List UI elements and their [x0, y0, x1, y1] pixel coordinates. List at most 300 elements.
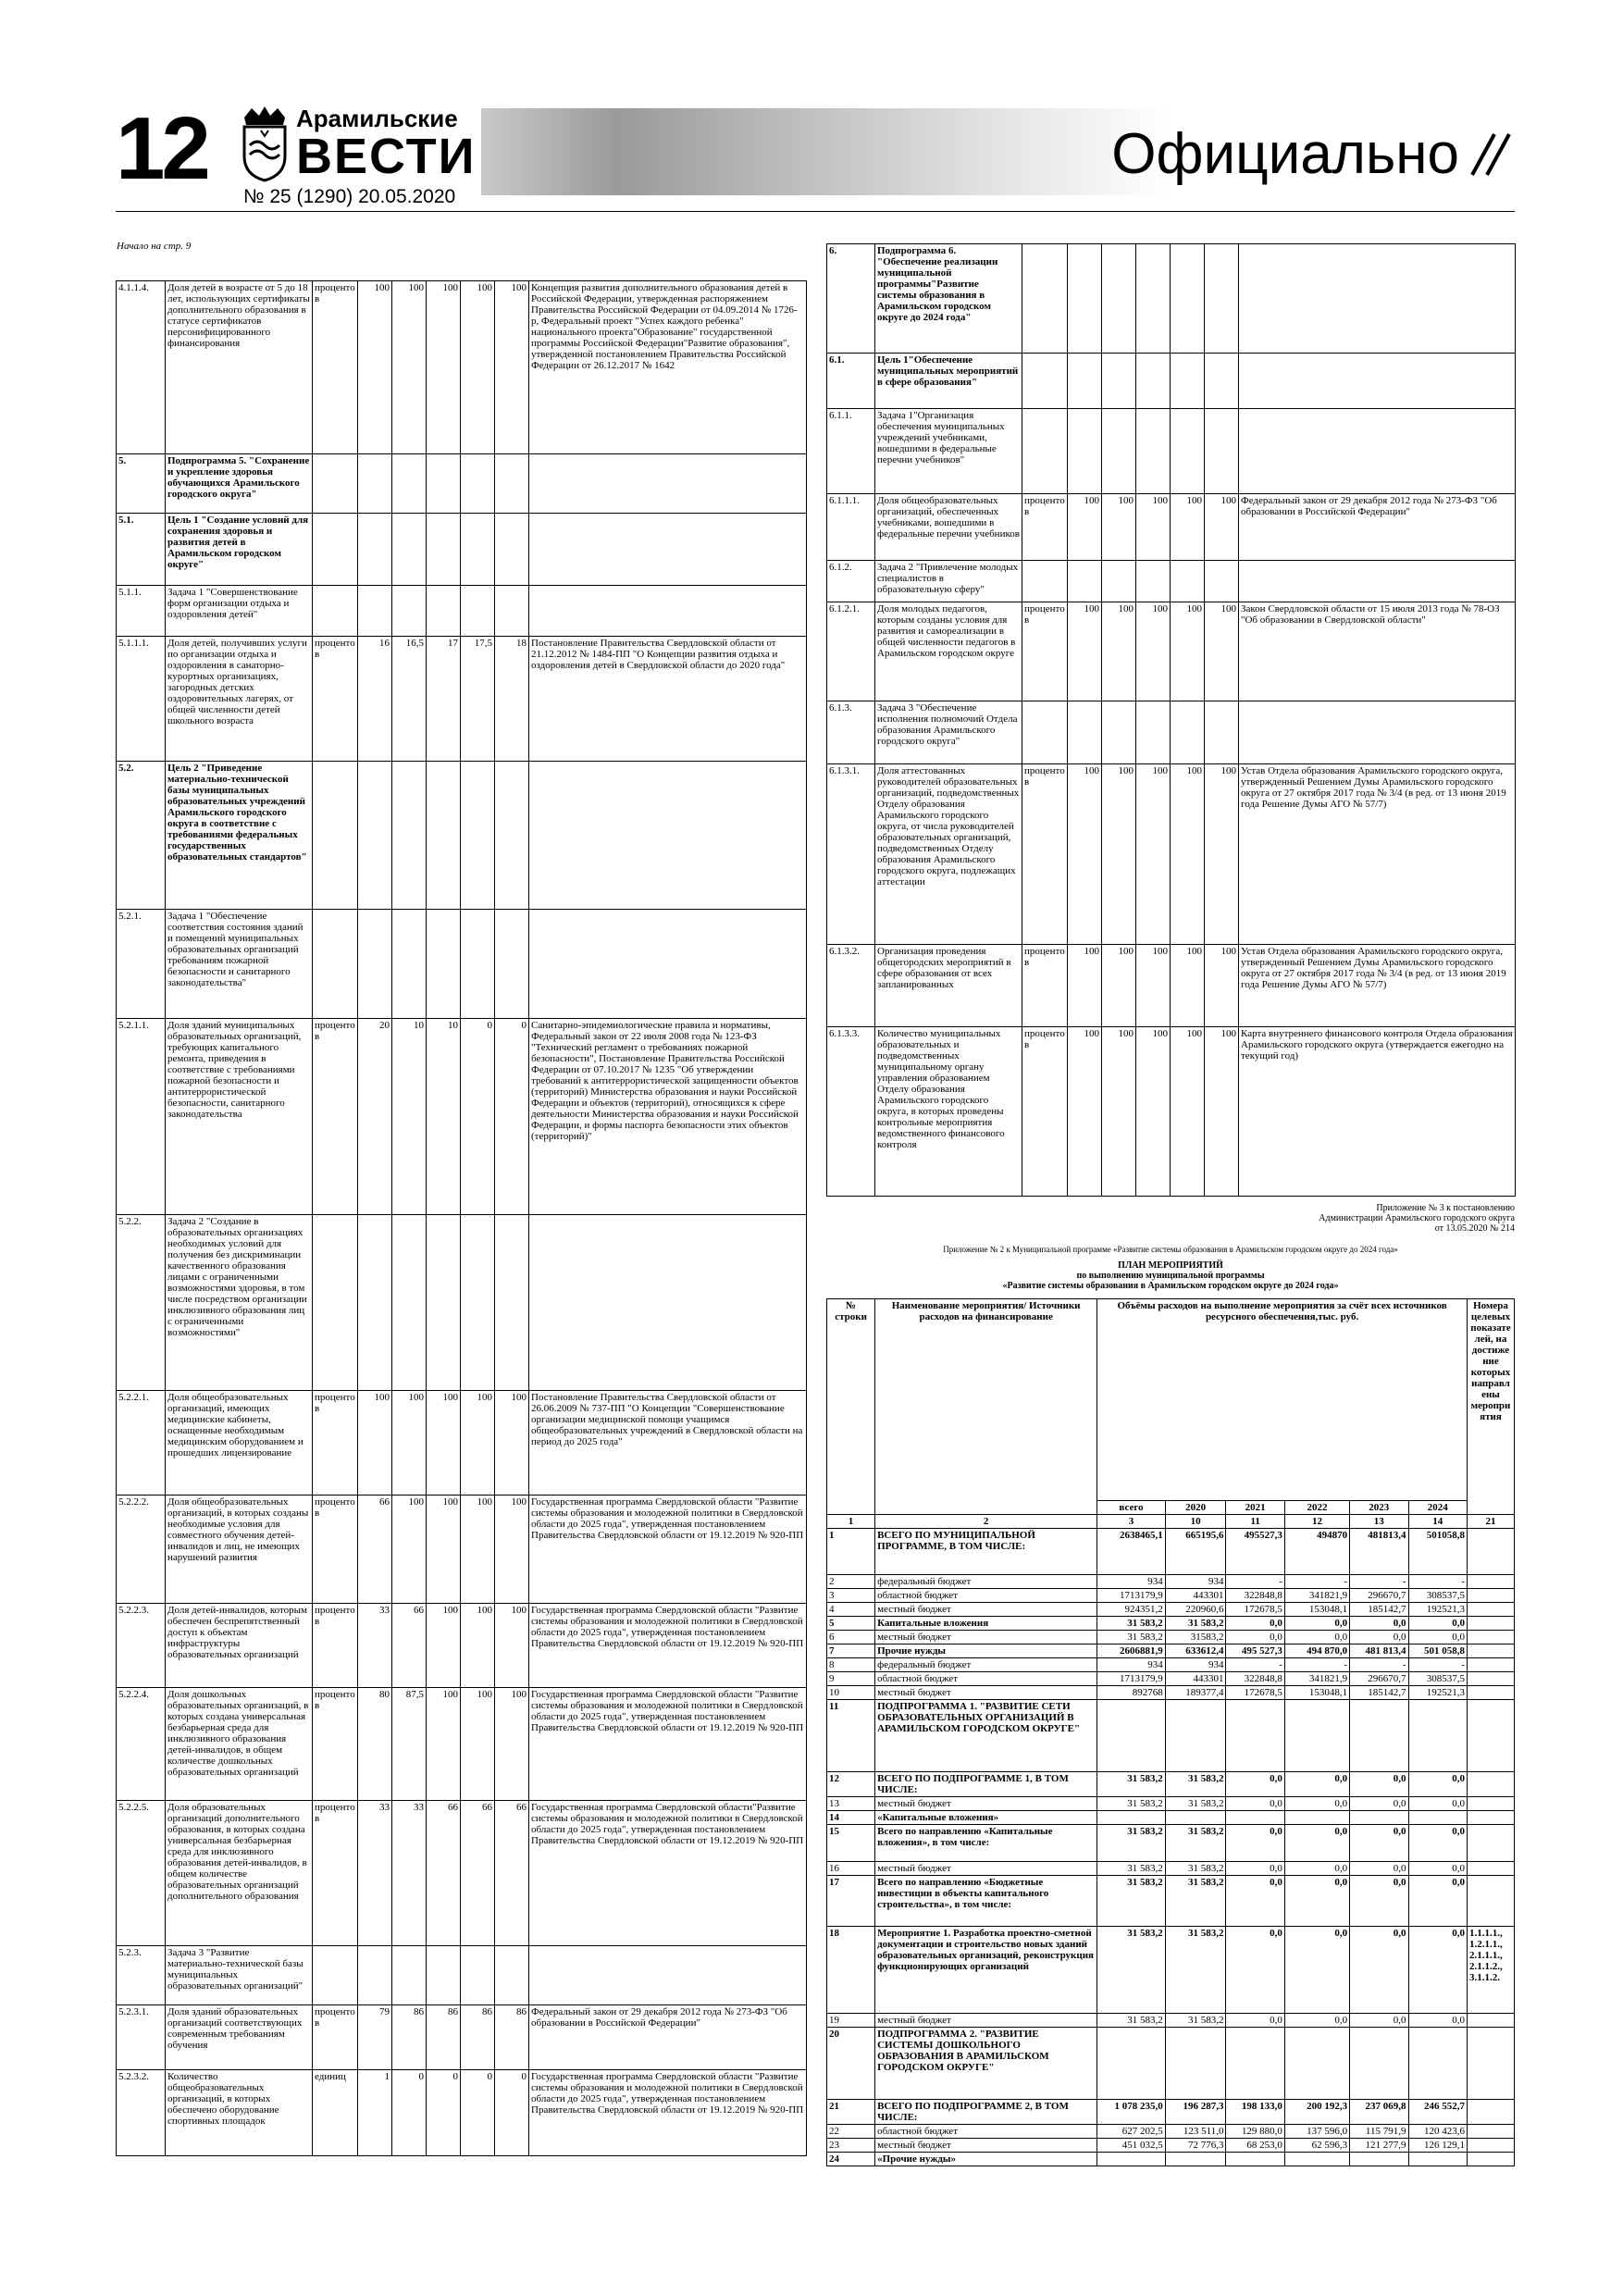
indicator-value: 100	[392, 1496, 427, 1604]
plan-row-value: 2638465,1	[1097, 1529, 1166, 1575]
plan-row-name: Мероприятие 1. Разработка проектно-сметной документации и строительство новых зданий образовательных организаций, реконструкция функционирующих организаций	[875, 1927, 1097, 2014]
indicator-value: 100	[1068, 602, 1102, 701]
plan-row-indicators	[1467, 2153, 1514, 2166]
double-slash-icon	[1468, 130, 1515, 177]
indicator-value	[392, 514, 427, 586]
indicator-value	[427, 762, 461, 910]
indicator-name: Задача 1 "Обеспечение соответствия состояния зданий и помещений муниципальных образовательных организаций требованиям пожарной безопасности и санитарного законодательства"	[166, 910, 313, 1019]
indicator-source	[1239, 701, 1516, 764]
indicator-value	[461, 514, 495, 586]
indicator-source	[1239, 409, 1516, 494]
indicator-value: 66	[461, 1801, 495, 1946]
plan-row-value	[1408, 2028, 1467, 2100]
indicator-unit	[1022, 244, 1068, 354]
plan-row	[827, 1825, 1515, 1862]
table-row	[827, 561, 1516, 602]
indicator-source: Концепция развития дополнительного образования детей в Российской Федерации, утвержденная распоряжением Правительства Российской Федерации от 04.09.2014 № 1726-р, Федеральный проект "Успех каждого ребенка" национального проекта"Образование" государственной программы Российской Федерации"Развитие образования", утвержденной постановлением Правительства Российской Федерации от 26.12.2017 № 1642	[529, 281, 807, 454]
plan-row	[827, 1644, 1515, 1658]
plan-row-value: 0,0	[1284, 1631, 1349, 1644]
plan-row	[827, 1658, 1515, 1672]
indicator-unit: процентов	[313, 1019, 358, 1215]
plan-row-value: 934	[1165, 1658, 1226, 1672]
appendix-line: Приложение № 3 к постановлению	[1376, 1203, 1515, 1213]
plan-row-value: 0,0	[1350, 1927, 1408, 2014]
masthead	[116, 97, 1515, 208]
plan-row-indicators	[1467, 2100, 1514, 2125]
plan-column-number: 10	[1165, 1515, 1226, 1529]
plan-row-value: 0,0	[1284, 1927, 1349, 2014]
table-row	[117, 1801, 807, 1946]
plan-row-value: -	[1284, 1575, 1349, 1589]
table-row	[827, 354, 1516, 409]
plan-row-value: 137 596,0	[1284, 2125, 1349, 2139]
indicator-source	[529, 454, 807, 514]
plan-row	[827, 1772, 1515, 1797]
plan-row	[827, 2125, 1515, 2139]
plan-row-value: 0,0	[1408, 1631, 1467, 1644]
indicator-name: Количество муниципальных образовательных и подведомственных муниципальному органу управления образованием Отделу образования Арамильского городского округа, в которых проведены контрольные мероприятия ведомственного финансового контроля	[875, 1027, 1022, 1197]
indicator-number: 5.2.2.1.	[117, 1391, 166, 1496]
plan-row-number: 3	[827, 1589, 875, 1603]
indicator-name: Задача 1"Организация обеспечения муниципальных учреждений учебниками, вошедшими в федеральные перечни учебников"	[875, 409, 1022, 494]
plan-row	[827, 1876, 1515, 1927]
plan-column-number: 3	[1097, 1515, 1166, 1529]
section-title: Официально	[1111, 122, 1459, 186]
plan-row-value: 0,0	[1350, 2014, 1408, 2028]
plan-row-indicators	[1467, 1575, 1514, 1589]
plan-row-value: -	[1408, 1575, 1467, 1589]
program-note: Приложение № 2 к Муниципальной программе «Развитие системы образования в Арамильском городском округе до 2024 года»	[943, 1245, 1398, 1254]
indicator-value: 100	[1205, 494, 1239, 561]
indicator-unit	[313, 1215, 358, 1391]
plan-row-value: 0,0	[1408, 1825, 1467, 1862]
plan-row-number: 9	[827, 1672, 875, 1686]
plan-row-number: 2	[827, 1575, 875, 1589]
plan-table	[826, 1298, 1515, 2166]
issue-info: № 25 (1290) 20.05.2020	[243, 186, 456, 207]
indicator-source	[529, 586, 807, 637]
plan-row-indicators	[1467, 1658, 1514, 1672]
table-row	[117, 1688, 807, 1801]
plan-row-value: 121 277,9	[1350, 2139, 1408, 2153]
indicator-name: Задача 2 "Создание в образовательных организациях необходимых условий для получения без дискриминации качественного образования лицами с ограниченными возможностями здоровья, в том числе посредством организации инклюзивного образования лиц с ограниченными возможностями"	[166, 1215, 313, 1391]
indicator-unit: процентов	[1022, 764, 1068, 945]
indicator-value	[495, 586, 529, 637]
indicator-value	[1068, 244, 1102, 354]
indicator-value: 100	[1136, 764, 1171, 945]
plan-row-value: -	[1350, 1575, 1408, 1589]
plan-row-value: 443301	[1165, 1589, 1226, 1603]
plan-row-indicators	[1467, 1700, 1514, 1772]
plan-row-name: федеральный бюджет	[875, 1658, 1097, 1672]
indicator-value	[1136, 409, 1171, 494]
table-row	[827, 409, 1516, 494]
plan-row-value: 189377,4	[1165, 1686, 1226, 1700]
page-number: 12	[116, 99, 207, 198]
plan-row-name: местный бюджет	[875, 1797, 1097, 1811]
indicator-value: 100	[1068, 494, 1102, 561]
plan-row-value: 0,0	[1284, 1862, 1349, 1876]
table-row	[117, 910, 807, 1019]
plan-row-value: 494870	[1284, 1529, 1349, 1575]
indicator-value: 100	[461, 1391, 495, 1496]
plan-title: ПЛАН МЕРОПРИЯТИЙ	[1118, 1260, 1223, 1271]
plan-row-value: -	[1226, 1658, 1284, 1672]
indicator-number: 5.2.3.1.	[117, 2005, 166, 2070]
plan-row-value: 0,0	[1408, 1797, 1467, 1811]
plan-row-number: 18	[827, 1927, 875, 2014]
indicator-value	[495, 762, 529, 910]
indicator-value: 100	[427, 1391, 461, 1496]
plan-column-number: 1	[827, 1515, 875, 1529]
plan-row-number: 15	[827, 1825, 875, 1862]
indicator-value: 100	[495, 1604, 529, 1688]
plan-row-value: 1 078 235,0	[1097, 2100, 1166, 2125]
indicator-source	[529, 1946, 807, 2005]
plan-row-value: 0,0	[1284, 1876, 1349, 1927]
table-row	[117, 586, 807, 637]
plan-row	[827, 2014, 1515, 2028]
indicator-source	[529, 1215, 807, 1391]
indicator-name: Доля детей в возрасте от 5 до 18 лет, использующих сертификаты дополнительного образования в статусе сертификатов персонифицированного финансирования	[166, 281, 313, 454]
plan-row-value: 0,0	[1350, 1862, 1408, 1876]
plan-row	[827, 1603, 1515, 1617]
plan-row-value: 0,0	[1226, 2014, 1284, 2028]
indicator-value: 100	[1068, 945, 1102, 1027]
indicator-value	[358, 910, 392, 1019]
indicator-number: 6.1.1.1.	[827, 494, 875, 561]
indicator-unit	[313, 586, 358, 637]
indicator-value	[392, 454, 427, 514]
plan-row-value: 892768	[1097, 1686, 1166, 1700]
indicator-value: 100	[495, 1391, 529, 1496]
indicator-value	[1102, 561, 1136, 602]
plan-row-value: 481813,4	[1350, 1529, 1408, 1575]
plan-row	[827, 1927, 1515, 2014]
plan-row-indicators	[1467, 1603, 1514, 1617]
indicator-value: 100	[1205, 764, 1239, 945]
indicator-name: Подпрограмма 5. "Сохранение и укрепление здоровья обучающихся Арамильского городского округа"	[166, 454, 313, 514]
indicator-value	[1205, 561, 1239, 602]
plan-row-number: 20	[827, 2028, 875, 2100]
indicator-value	[1205, 244, 1239, 354]
table-row	[117, 1604, 807, 1688]
plan-row-name: «Прочие нужды»	[875, 2153, 1097, 2166]
indicator-value: 10	[392, 1019, 427, 1215]
plan-subtitle: по выполнению муниципальной программы	[1076, 1271, 1265, 1281]
indicator-value	[1068, 701, 1102, 764]
plan-row-name: Капитальные вложения	[875, 1617, 1097, 1631]
plan-row-value: 1713179,9	[1097, 1589, 1166, 1603]
plan-row-value: 0,0	[1408, 2014, 1467, 2028]
plan-row-value: -	[1408, 1658, 1467, 1672]
plan-row-name: местный бюджет	[875, 2014, 1097, 2028]
indicator-name: Доля зданий образовательных организаций соответствующих современным требованиям обучения	[166, 2005, 313, 2070]
plan-row-indicators	[1467, 1686, 1514, 1700]
plan-row-indicators	[1467, 2139, 1514, 2153]
plan-row-name: местный бюджет	[875, 1603, 1097, 1617]
indicator-number: 5.1.1.	[117, 586, 166, 637]
plan-row-name: местный бюджет	[875, 1686, 1097, 1700]
indicator-value: 86	[392, 2005, 427, 2070]
indicator-name: Доля общеобразовательных организаций, в которых созданы необходимые условия для совместного обучения детей-инвалидов и лиц, не имеющих нарушений развития	[166, 1496, 313, 1604]
indicator-source: Постановление Правительства Свердловской области от 26.06.2009 № 737-ПП "О Концепции "Совершенствование организации медицинской помощи учащимся общеобразовательных учреждений в Свердловской области на период до 2025 года"	[529, 1391, 807, 1496]
indicator-unit	[313, 454, 358, 514]
indicator-value	[1102, 354, 1136, 409]
indicator-unit	[313, 910, 358, 1019]
table-row	[117, 454, 807, 514]
table-row	[117, 2070, 807, 2156]
indicator-value: 100	[427, 1604, 461, 1688]
indicator-source: Государственная программа Свердловской области"Развитие системы образования и молодежной политики в Свердловской области до 2025 года", утвержденная постановлением Правительства Свердловской области от 19.12.2019 № 920-ПП	[529, 1801, 807, 1946]
plan-row-value	[1226, 1700, 1284, 1772]
plan-header-indicators: Номера целевых показателей, на достижение которых направлены мероприятия	[1467, 1299, 1514, 1515]
indicator-value	[461, 1946, 495, 2005]
plan-row-value: 153048,1	[1284, 1686, 1349, 1700]
plan-row-value: 934	[1165, 1575, 1226, 1589]
plan-row-value: 0,0	[1408, 1927, 1467, 2014]
indicator-value	[358, 454, 392, 514]
indicator-unit	[1022, 409, 1068, 494]
indicator-value: 100	[1102, 602, 1136, 701]
plan-row	[827, 2139, 1515, 2153]
plan-row-value: 246 552,7	[1408, 2100, 1467, 2125]
indicator-unit	[1022, 354, 1068, 409]
plan-row-value: 185142,7	[1350, 1603, 1408, 1617]
plan-row-value: 31 583,2	[1097, 1862, 1166, 1876]
plan-row-number: 10	[827, 1686, 875, 1700]
indicator-value	[427, 586, 461, 637]
plan-row-value: 0,0	[1284, 2014, 1349, 2028]
indicator-source: Устав Отдела образования Арамильского городского округа, утвержденный Решением Думы Арамильского городского округа от 27 октября 2017 года № 3/4 (в ред. от 13 июня 2019 года Решение Думы АГО № 57/7)	[1239, 764, 1516, 945]
indicator-source	[529, 910, 807, 1019]
plan-row-value: 308537,5	[1408, 1672, 1467, 1686]
table-row	[117, 2005, 807, 2070]
plan-row-value: 31 583,2	[1097, 1797, 1166, 1811]
plan-year-header: 2021	[1226, 1501, 1284, 1515]
plan-row-value: 495527,3	[1226, 1529, 1284, 1575]
plan-row-number: 14	[827, 1811, 875, 1825]
indicator-value: 100	[1205, 945, 1239, 1027]
indicator-number: 4.1.1.4.	[117, 281, 166, 454]
plan-row-value: 451 032,5	[1097, 2139, 1166, 2153]
indicator-value	[1205, 701, 1239, 764]
plan-row	[827, 1631, 1515, 1644]
indicator-source: Устав Отдела образования Арамильского городского округа, утвержденный Решением Думы Арамильского городского округа от 27 октября 2017 года № 3/4 (в ред. от 13 июня 2019 года Решение Думы АГО № 57/7)	[1239, 945, 1516, 1027]
table-row	[117, 762, 807, 910]
plan-row-value	[1165, 1811, 1226, 1825]
indicator-value	[461, 910, 495, 1019]
indicator-source	[1239, 561, 1516, 602]
plan-row	[827, 1672, 1515, 1686]
indicator-value: 100	[1102, 494, 1136, 561]
indicator-value: 100	[1171, 1027, 1205, 1197]
indicator-name: Доля молодых педагогов, которым созданы условия для развития и самореализации в общей численности педагогов в Арамильском городском округе	[875, 602, 1022, 701]
indicator-name: Доля аттестованных руководителей образовательных организаций, подведомственных Отделу образования Арамильского городского округа, от числа руководителей образовательных организаций, подведомственных Отделу образования Арамильского городского округа, подлежащих аттестации	[875, 764, 1022, 945]
indicator-name: Задача 1 "Совершенствование форм организации отдыха и оздоровления детей"	[166, 586, 313, 637]
indicator-value	[495, 1946, 529, 2005]
indicator-value	[358, 1215, 392, 1391]
plan-row-value: 62 596,3	[1284, 2139, 1349, 2153]
plan-row-value: 0,0	[1226, 1631, 1284, 1644]
plan-row-value	[1165, 2153, 1226, 2166]
plan-row-value: 0,0	[1350, 1825, 1408, 1862]
indicator-number: 6.1.2.	[827, 561, 875, 602]
indicator-value: 80	[358, 1688, 392, 1801]
plan-row-value: 0,0	[1284, 1825, 1349, 1862]
plan-row-value: 0,0	[1350, 1631, 1408, 1644]
plan-year-header: 2024	[1408, 1501, 1467, 1515]
indicator-source: Карта внутреннего финансового контроля Отдела образования Арамильского городского округа (утверждается ежегодно на текущий год)	[1239, 1027, 1516, 1197]
plan-row-value: 220960,6	[1165, 1603, 1226, 1617]
plan-row	[827, 1529, 1515, 1575]
indicator-number: 5.2.1.	[117, 910, 166, 1019]
header-landscape-photo	[481, 108, 1171, 195]
plan-year-header: 2023	[1350, 1501, 1408, 1515]
plan-row-value	[1350, 1700, 1408, 1772]
indicator-value	[427, 1946, 461, 2005]
indicator-name: Подпрограмма 6. "Обеспечение реализации муниципальной программы"Развитие системы образования в Арамильском городском округе до 2024 года"	[875, 244, 1022, 354]
indicator-name: Доля детей, получивших услуги по организации отдыха и оздоровления в санаторно-курортных организациях, загородных детских оздоровительных лагерях, от общей численности детей школьного возраста	[166, 637, 313, 762]
brand-name-top: Арамильские	[296, 105, 458, 132]
indicator-value	[1171, 701, 1205, 764]
indicator-value	[427, 1215, 461, 1391]
plan-row-value	[1097, 1700, 1166, 1772]
plan-row-number: 6	[827, 1631, 875, 1644]
plan-row-value: 0,0	[1284, 1797, 1349, 1811]
plan-row-value	[1350, 1811, 1408, 1825]
indicator-number: 6.1.3.2.	[827, 945, 875, 1027]
plan-row-value	[1284, 2028, 1349, 2100]
indicator-name: Доля образовательных организаций дополнительного образования, в которых создана универсальная безбарьерная среда для инклюзивного образования детей-инвалидов, в общем количестве образовательных организаций дополнительного образования	[166, 1801, 313, 1946]
indicator-value	[1068, 561, 1102, 602]
plan-row-value: 31 583,2	[1165, 1617, 1226, 1631]
indicator-name: Цель 1"Обеспечение муниципальных мероприятий в сфере образования"	[875, 354, 1022, 409]
plan-row-value: 31 583,2	[1165, 1927, 1226, 2014]
indicator-value: 86	[427, 2005, 461, 2070]
plan-row-value: 341821,9	[1284, 1589, 1349, 1603]
indicator-unit: процентов	[313, 1496, 358, 1604]
table-row	[827, 945, 1516, 1027]
plan-row-value: 0,0	[1408, 1862, 1467, 1876]
plan-row-value: 495 527,3	[1226, 1644, 1284, 1658]
plan-year-header: 2022	[1284, 1501, 1349, 1515]
plan-year-header: всего	[1097, 1501, 1166, 1515]
table-row	[827, 244, 1516, 354]
indicator-unit: процентов	[1022, 494, 1068, 561]
indicator-value	[1136, 701, 1171, 764]
indicator-value: 100	[461, 281, 495, 454]
table-row	[117, 281, 807, 454]
plan-row-name: ПОДПРОГРАММА 2. "РАЗВИТИЕ СИСТЕМЫ ДОШКОЛЬНОГО ОБРАЗОВАНИЯ В АРАМИЛЬСКОМ ГОРОДСКОМ ОКРУГЕ"	[875, 2028, 1097, 2100]
plan-row-name: федеральный бюджет	[875, 1575, 1097, 1589]
indicator-name: Задача 2 "Привлечение молодых специалистов в образовательную сферу"	[875, 561, 1022, 602]
indicators-table-right	[826, 243, 1516, 1197]
plan-row-value: 0,0	[1226, 1825, 1284, 1862]
table-row	[827, 1027, 1516, 1197]
indicator-value: 100	[358, 281, 392, 454]
plan-row-value: 481 813,4	[1350, 1644, 1408, 1658]
plan-row	[827, 1811, 1515, 1825]
plan-row	[827, 2100, 1515, 2125]
indicator-unit: процентов	[313, 281, 358, 454]
indicator-value: 100	[1171, 494, 1205, 561]
plan-row-name: областной бюджет	[875, 2125, 1097, 2139]
indicator-value: 100	[1205, 602, 1239, 701]
plan-row-value: 198 133,0	[1226, 2100, 1284, 2125]
plan-header-volume: Объёмы расходов на выполнение мероприятия за счёт всех источников ресурсного обеспечения,тыс. руб.	[1097, 1299, 1468, 1501]
table-row	[117, 1391, 807, 1496]
plan-row-name: ВСЕГО ПО МУНИЦИПАЛЬНОЙ ПРОГРАММЕ, В ТОМ ЧИСЛЕ:	[875, 1529, 1097, 1575]
indicator-value: 79	[358, 2005, 392, 2070]
plan-row	[827, 1862, 1515, 1876]
plan-row-value: 31 583,2	[1165, 2014, 1226, 2028]
indicator-value: 0	[495, 2070, 529, 2156]
plan-row	[827, 1617, 1515, 1631]
plan-row-value: 924351,2	[1097, 1603, 1166, 1617]
plan-row-value: 0,0	[1350, 1797, 1408, 1811]
table-row	[117, 1946, 807, 2005]
indicator-value: 87,5	[392, 1688, 427, 1801]
indicator-value: 33	[392, 1801, 427, 1946]
indicator-value: 10	[427, 1019, 461, 1215]
plan-row-value: 0,0	[1284, 1772, 1349, 1797]
indicator-unit	[1022, 701, 1068, 764]
plan-row-name: Прочие нужды	[875, 1644, 1097, 1658]
plan-row-value: 501 058,8	[1408, 1644, 1467, 1658]
table-row	[117, 1215, 807, 1391]
plan-column-number: 11	[1226, 1515, 1284, 1529]
plan-row	[827, 1700, 1515, 1772]
plan-row-number: 8	[827, 1658, 875, 1672]
indicator-unit: процентов	[1022, 945, 1068, 1027]
indicator-value: 100	[1068, 1027, 1102, 1197]
indicator-source: Государственная программа Свердловской области "Развитие системы образования и молодежной политики в Свердловской области до 2025 года", утвержденная постановлением Правительства Свердловской области от 19.12.2019 № 920-ПП	[529, 1496, 807, 1604]
plan-row-name: ПОДПРОГРАММА 1. "РАЗВИТИЕ СЕТИ ОБРАЗОВАТЕЛЬНЫХ ОРГАНИЗАЦИЙ В АРАМИЛЬСКОМ ГОРОДСКОМ ОКРУГЕ"	[875, 1700, 1097, 1772]
plan-row-name: Всего по направлению «Бюджетные инвестиции в объекты капитального строительства», в том числе:	[875, 1876, 1097, 1927]
plan-row-value: 322848,8	[1226, 1672, 1284, 1686]
appendix-line: Администрации Арамильского городского округа	[1319, 1213, 1515, 1223]
plan-row-value: 129 880,0	[1226, 2125, 1284, 2139]
plan-row-number: 23	[827, 2139, 875, 2153]
indicator-number: 5.2.2.	[117, 1215, 166, 1391]
plan-row-value: 31 583,2	[1097, 1825, 1166, 1862]
plan-row-value: 31 583,2	[1097, 2014, 1166, 2028]
plan-row-number: 7	[827, 1644, 875, 1658]
indicator-value: 66	[495, 1801, 529, 1946]
indicator-value: 66	[358, 1496, 392, 1604]
indicator-source: Санитарно-эпидемиологические правила и нормативы, Федеральный закон от 22 июля 2008 года № 123-ФЗ "Технический регламент о требованиях пожарной безопасности", Постановление Правительства Российской Федерации от 07.10.2017 № 1235 "Об утверждении требований к антитеррористической защищенности объектов (территорий) Министерства образования и науки Российской Федерации и объектов (территорий), относящихся к сфере деятельности Министерства образования и науки Российской Федерации, и формы паспорта безопасности этих объектов (территорий)"	[529, 1019, 807, 1215]
plan-header-number: № строки	[827, 1299, 875, 1515]
indicator-name: Задача 3 "Обеспечение исполнения полномочий Отдела образования Арамильского городского округа"	[875, 701, 1022, 764]
plan-row-value: 2606881,9	[1097, 1644, 1166, 1658]
indicator-value: 66	[392, 1604, 427, 1688]
plan-row-value: 31 583,2	[1165, 1772, 1226, 1797]
table-row	[117, 1019, 807, 1215]
indicator-name: Цель 2 "Приведение материально-технической базы муниципальных образовательных учреждений Арамильского городского округа в соответствие с требованиями федеральных государственных образовательных стандартов"	[166, 762, 313, 910]
indicator-number: 5.2.2.3.	[117, 1604, 166, 1688]
indicator-number: 6.1.3.3.	[827, 1027, 875, 1197]
continuation-note: Начало на стр. 9	[117, 241, 192, 252]
plan-row-value: 172678,5	[1226, 1603, 1284, 1617]
plan-row-name: областной бюджет	[875, 1672, 1097, 1686]
indicator-value: 0	[392, 2070, 427, 2156]
plan-row-name: местный бюджет	[875, 1631, 1097, 1644]
plan-row-value: 68 253,0	[1226, 2139, 1284, 2153]
plan-row-indicators	[1467, 1797, 1514, 1811]
table-row	[117, 514, 807, 586]
plan-row-value: 31 583,2	[1097, 1927, 1166, 2014]
